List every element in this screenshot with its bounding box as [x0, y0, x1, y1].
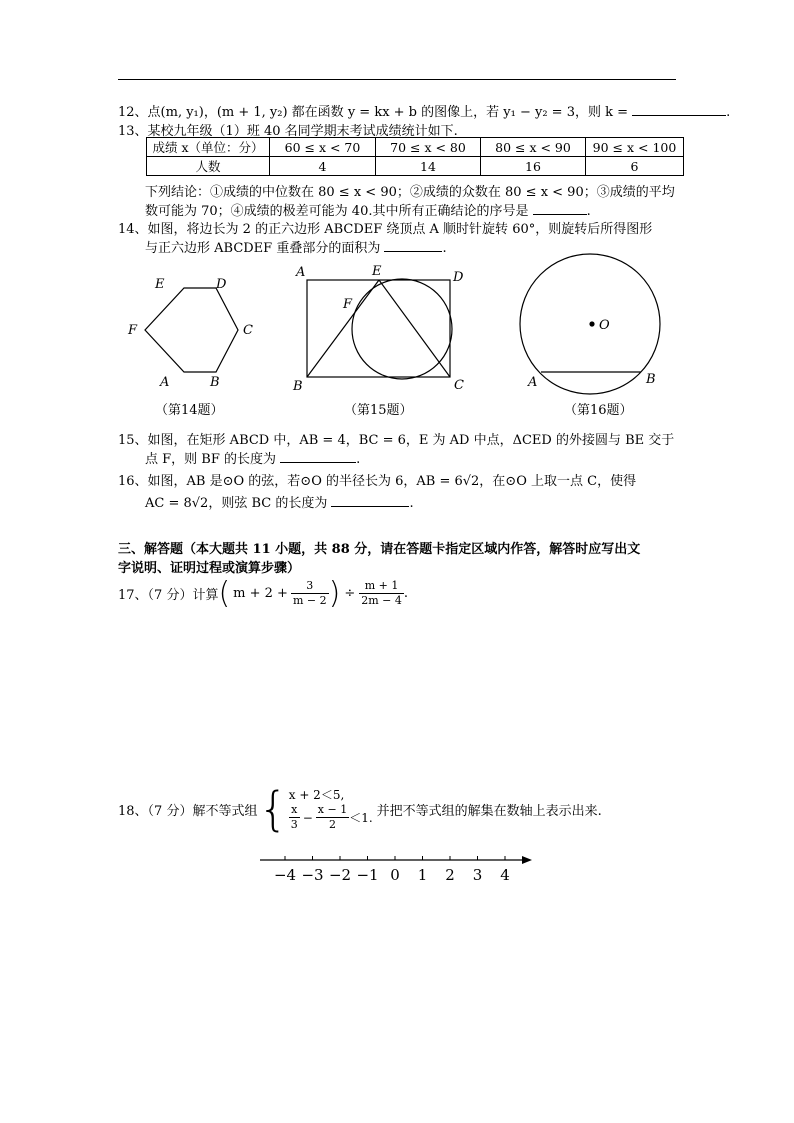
- number-line-tick-label: −2: [328, 866, 352, 884]
- q15-line2-wrap: [145, 448, 360, 467]
- hex-label-E: E: [155, 277, 165, 292]
- q17-fraction-2: [359, 579, 404, 608]
- q14-end: .: [442, 241, 447, 256]
- number-line-tick-label: 0: [390, 866, 400, 884]
- fraction-denominator: 2: [329, 818, 336, 831]
- number-line-tick-label: 4: [500, 866, 510, 884]
- fraction-numerator: x − 1: [317, 803, 348, 816]
- center-dot: [589, 321, 594, 326]
- q14-line1: 14、如图，将边长为 2 的正六边形 ABCDEF 绕顶点 A 顺时针旋转 60°，则旋转后所得图形: [118, 222, 653, 237]
- q13-line2: 数可能为 70；④成绩的极差可能为 40.其中所有正确结论的序号是: [145, 204, 529, 219]
- caption-15: （第15题）: [344, 403, 413, 418]
- q18-lt: ＜1.: [349, 811, 373, 825]
- hex-label-D: D: [216, 277, 227, 292]
- q16-line2-wrap: [145, 492, 414, 511]
- table-cell: 14: [376, 157, 481, 176]
- fraction-denominator: m − 2: [292, 594, 327, 607]
- table-header-cell: 80 ≤ x < 90: [481, 138, 586, 157]
- number-line: [250, 850, 550, 890]
- table-row-label: 人数: [147, 157, 270, 176]
- right-paren: ): [328, 576, 341, 611]
- inequality-2: [289, 803, 373, 832]
- table-cell: 4: [270, 157, 376, 176]
- rectangle-abcd: [307, 280, 450, 377]
- q17-end: .: [403, 586, 408, 601]
- inequality-1: x + 2＜5,: [288, 788, 345, 802]
- rect-label-B: B: [293, 379, 303, 394]
- hex-label-C: C: [243, 323, 253, 338]
- circle-ced: [352, 279, 452, 379]
- q17-fraction-1: [291, 579, 329, 608]
- table-cell: 6: [586, 157, 684, 176]
- q17-inner: m + 2 +: [233, 586, 288, 601]
- rect-label-E: E: [372, 264, 382, 279]
- fraction-numerator: m + 1: [359, 579, 404, 594]
- q17-prefix: 17、（7 分）计算: [118, 588, 219, 603]
- segment-ec: [379, 280, 450, 377]
- table-header-cell: 成绩 x（单位：分）: [147, 138, 270, 157]
- hex-label-B: B: [210, 375, 220, 390]
- q17-divide: ÷: [344, 586, 356, 601]
- q16-line2: AC = 8√2，则弦 BC 的长度为: [145, 496, 328, 511]
- q18-minus: −: [302, 810, 313, 825]
- circle-label-O: O: [599, 318, 610, 333]
- number-line-tick-label: −1: [356, 866, 379, 884]
- q18-prefix: 18、（7 分）解不等式组: [118, 803, 258, 819]
- q13-intro: 13、某校九年级（1）班 40 名同学期末考试成绩统计如下.: [118, 124, 458, 139]
- q13-end: .: [586, 204, 591, 219]
- question-18: [118, 782, 602, 836]
- segment-be: [307, 280, 379, 377]
- number-line-tick-label: −4: [273, 866, 297, 884]
- number-line-tick-label: 2: [445, 866, 455, 884]
- number-line-tick-label: 3: [472, 866, 483, 884]
- q18-fraction-1: [289, 803, 300, 832]
- fraction-numerator: x: [289, 803, 300, 818]
- fraction-denominator: 3: [290, 818, 298, 831]
- circle-label-B: B: [646, 372, 656, 387]
- fraction-denominator: 2m − 4: [361, 594, 402, 607]
- q12-end: .: [726, 105, 731, 120]
- question-17: [118, 576, 408, 611]
- section-3-heading: 三、解答题（本大题共 11 小题，共 88 分，请在答题卡指定区域内作答，解答时应写出文: [118, 542, 641, 557]
- table-header-cell: 70 ≤ x < 80: [376, 138, 481, 157]
- rect-label-A: A: [296, 265, 306, 280]
- figures: [0, 0, 794, 430]
- table-header-cell: 90 ≤ x < 100: [586, 138, 684, 157]
- q15-line1: 15、如图，在矩形 ABCD 中，AB = 4，BC = 6，E 为 AD 中点，ΔCED 的外接圆与 BE 交于: [118, 433, 675, 448]
- rect-label-F: F: [343, 297, 353, 312]
- q15-end: .: [356, 452, 361, 467]
- rect-label-C: C: [454, 378, 464, 393]
- fraction-numerator: 3: [291, 579, 329, 594]
- q16-line1: 16、如图，AB 是⊙O 的弦，若⊙O 的半径长为 6，AB = 6√2，在⊙O 上取一点 C，使得: [118, 474, 637, 489]
- q13-line1: 下列结论：①成绩的中位数在 80 ≤ x < 90；②成绩的众数在 80 ≤ x < 90；③成绩的平均: [145, 185, 675, 200]
- q18-fraction-2: [316, 803, 349, 832]
- section-3-subheading: 字说明、证明过程或演算步骤）: [118, 561, 301, 576]
- circle-label-A: A: [528, 375, 538, 390]
- inequality-system: [289, 786, 373, 832]
- number-line-arrow-icon: [522, 856, 532, 864]
- left-paren: (: [218, 576, 231, 611]
- caption-16: （第16题）: [564, 403, 633, 418]
- number-line-tick-label: 1: [417, 866, 428, 884]
- caption-14: （第14题）: [155, 403, 224, 418]
- q16-answer-blank[interactable]: [331, 494, 409, 507]
- rect-label-D: D: [453, 270, 464, 285]
- q15-answer-blank[interactable]: [280, 450, 356, 463]
- q12-text: 12、点(m, y₁)，(m + 1, y₂) 都在函数 y = kx + b 的图像上，若 y₁ − y₂ = 3，则 k =: [118, 105, 629, 120]
- q14-line2: 与正六边形 ABCDEF 重叠部分的面积为: [145, 241, 381, 256]
- q18-suffix: 并把不等式组的解集在数轴上表示出来.: [376, 803, 602, 819]
- hexagon-shape: [145, 288, 238, 372]
- system-brace: {: [258, 782, 288, 836]
- hex-label-A: A: [160, 375, 170, 390]
- hex-label-F: F: [128, 323, 138, 338]
- q16-end: .: [409, 496, 414, 511]
- table-cell: 16: [481, 157, 586, 176]
- q15-line2: 点 F，则 BF 的长度为: [145, 452, 276, 467]
- number-line-tick-label: −3: [301, 866, 324, 884]
- table-header-cell: 60 ≤ x < 70: [270, 138, 376, 157]
